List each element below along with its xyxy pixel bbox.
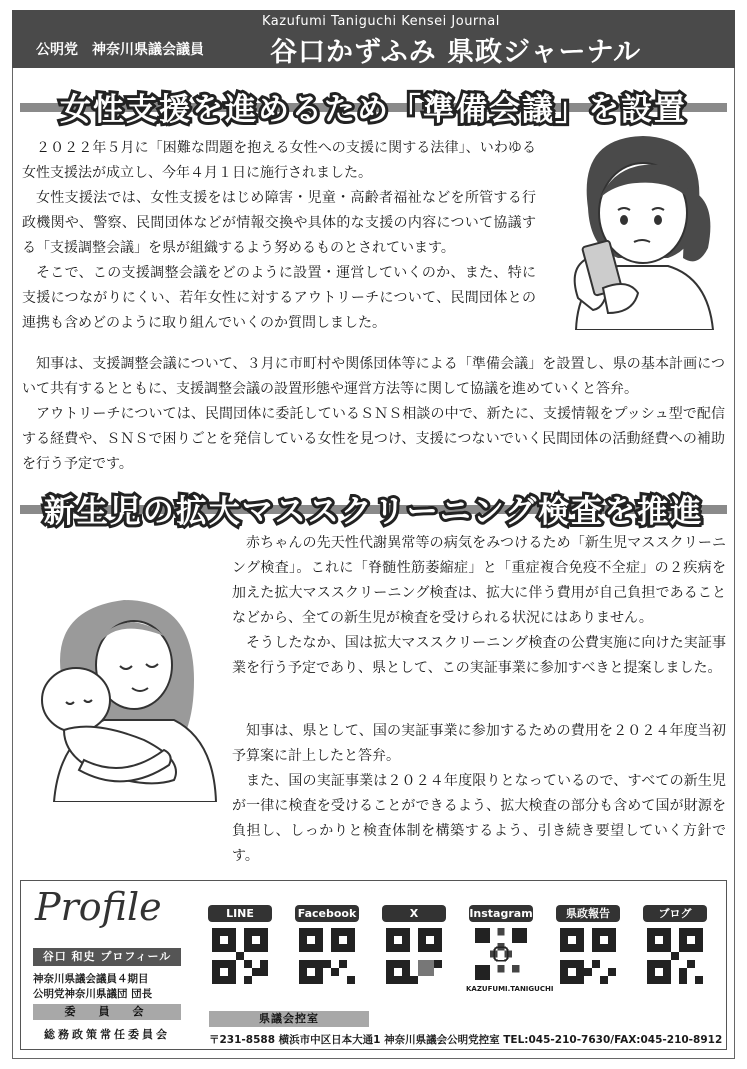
section1-intro	[22, 136, 536, 336]
sns-instagram[interactable]	[466, 905, 554, 993]
mother-and-baby-illustration	[24, 580, 220, 802]
header-title: 谷口かずふみ 県政ジャーナル	[270, 37, 642, 68]
sns-label: Instagram	[469, 907, 533, 920]
sns-facebook[interactable]	[292, 905, 362, 988]
profile-info	[21, 881, 191, 1049]
sns-label: LINE	[208, 905, 272, 922]
section1-heading-text: 女性支援を進めるため「準備会議」を設置	[60, 92, 687, 128]
x-qr-icon[interactable]	[386, 928, 442, 984]
instagram-qr-icon[interactable]	[475, 928, 527, 980]
paragraph: また、国の実証事業は２０２４年度限りとなっているので、すべての新生児が一律に検査を受けることができるよう、拡大検査の部分も含めて国が財源を負担し、しっかりと検査体制を構築するよう、引き続き要望していく方針です。	[232, 773, 726, 864]
office-address: 〒231-8588 横浜市中区日本大通1 神奈川県議会公明党控室 TEL:045-210-7630/FAX:045-210-8912	[209, 1034, 723, 1046]
worried-woman-illustration	[548, 118, 728, 330]
header-english-title: Kazufumi Taniguchi Kensei Journal	[262, 14, 500, 29]
section2-intro	[232, 531, 726, 681]
sns-blog[interactable]	[640, 905, 710, 988]
instagram-caption: KAZUFUMI.TANIGUCHI	[466, 985, 554, 993]
paragraph: ２０２２年５月に「困難な問題を抱える女性への支援に関する法律」、いわゆる女性支援法が成立し、今年４月１日に施行されました。	[22, 140, 536, 181]
section2-answer	[232, 719, 726, 869]
profile-box	[20, 880, 727, 1050]
committee-label: 委 員 会	[33, 1004, 181, 1020]
sns-label: Facebook	[295, 905, 359, 922]
profile-line-2: 公明党神奈川県議団 団長	[33, 988, 153, 1000]
sns-report[interactable]	[553, 905, 623, 988]
paragraph: 知事は、県として、国の実証事業に参加するための費用を２０２４年度当初予算案に計上したと答弁。	[232, 723, 726, 764]
paragraph: 知事は、支援調整会議について、３月に市町村や関係団体等による「準備会議」を設置し、県の基本計画について共有するとともに、支援調整会議の設置形態や運営方法等に関して協議を進めていくと答弁。	[22, 356, 725, 397]
profile-line-1: 神奈川県議会議員４期目	[33, 973, 149, 985]
committee-name: 総務政策常任委員会	[44, 1028, 170, 1041]
profile-script-title: Profile	[35, 885, 162, 929]
paragraph: そこで、この支援調整会議をどのように設置・運営していくのか、また、特に支援につながりにくい、若年女性に対するアウトリーチについて、民間団体との連携も含めどのように取り組んでいくのか質問しました。	[22, 265, 536, 331]
section2-heading-text: 新生児の拡大マススクリーニング検査を推進	[43, 494, 704, 530]
line-qr-icon[interactable]	[212, 928, 268, 984]
sns-x[interactable]	[379, 905, 449, 988]
sns-label: 県政報告	[556, 905, 620, 922]
paragraph: そうしたなか、国は拡大マススクリーニング検査の公費実施に向けた実証事業を行う予定であり、県として、この実証事業に参加すべきと提案しました。	[232, 635, 726, 676]
paragraph: アウトリーチについては、民間団体に委託しているＳＮＳ相談の中で、新たに、支援情報をプッシュ型で配信する経費や、ＳＮＳで困りごとを発信している女性を見つけ、支援につないでいく民間団体の活動経費への補助を行う予定です。	[22, 406, 725, 472]
sns-line[interactable]	[205, 905, 275, 988]
blog-qr-icon[interactable]	[647, 928, 703, 984]
section1-answer	[22, 352, 725, 477]
section2-heading	[20, 486, 727, 532]
office-label: 県議会控室	[209, 1011, 369, 1027]
report-qr-icon[interactable]	[560, 928, 616, 984]
sns-label: ブログ	[643, 905, 707, 922]
header-party: 公明党 神奈川県議会議員	[36, 42, 204, 58]
paragraph: 赤ちゃんの先天性代謝異常等の病気をみつけるため「新生児マススクリーニング検査」。これに「脊髄性筋萎縮症」と「重症複合免疫不全症」の２疾病を加えた拡大マススクリーニング検査は、拡大に伴う費用が自己負担であることなどから、全ての新生児が検査を受けられる状況にはありません。	[232, 535, 726, 626]
profile-heading: 谷口 和史 プロフィール	[33, 948, 181, 966]
facebook-qr-icon[interactable]	[299, 928, 355, 984]
sns-label: X	[382, 905, 446, 922]
paragraph: 女性支援法では、女性支援をはじめ障害・児童・高齢者福祉などを所管する行政機関や、警察、民間団体などが情報交換や具体的な支援の内容について協議する「支援調整会議」を県が組織するよう努めるものとされています。	[22, 190, 536, 256]
journal-header	[12, 10, 735, 68]
